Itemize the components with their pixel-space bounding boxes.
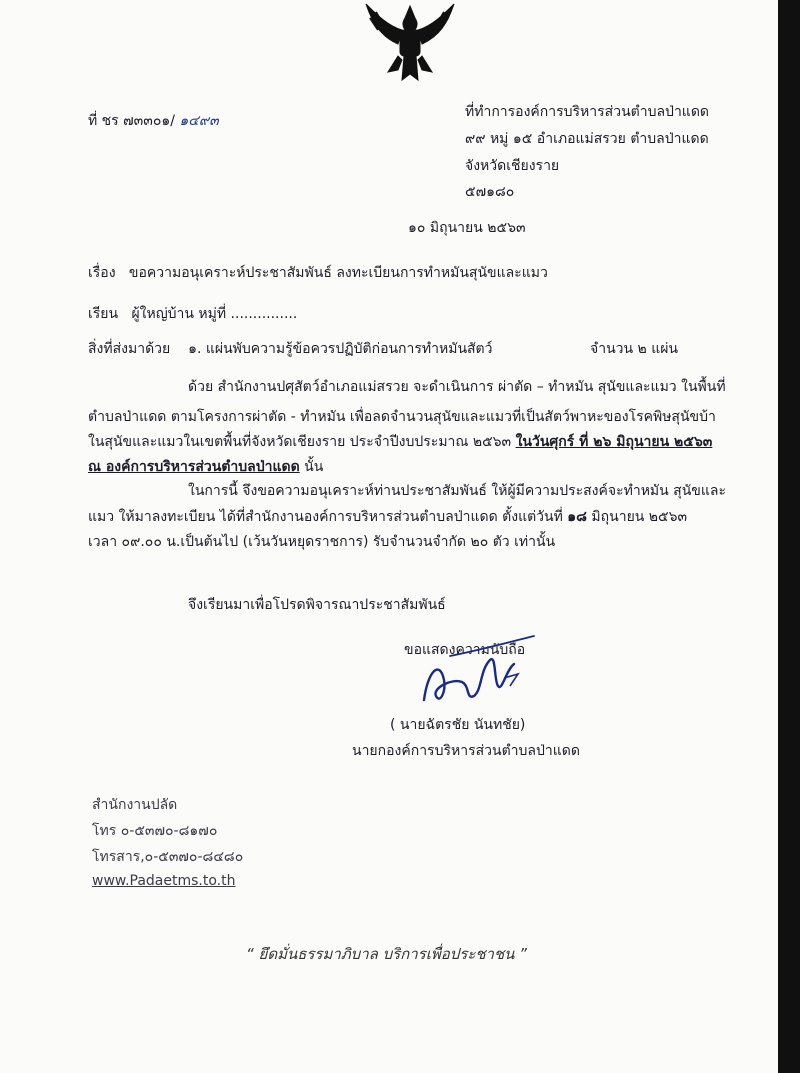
letter-date: ๑๐ มิถุนายน ๒๕๖๓ (408, 220, 526, 236)
office-name: สำนักงานปลัด (92, 797, 178, 813)
subject-line: เรื่อง ขอความอนุเคราะห์ประชาสัมพันธ์ ลงทะเบียนการทำหมันสุนัขและแมว (88, 265, 548, 281)
office-phone: โทร ๐-๕๓๗๐-๘๑๗๐ (92, 823, 218, 839)
paragraph-1-line1: ด้วย สำนักงานปศุสัตว์อำเภอแม่สรวย จะดำเนินการ ผ่าตัด – ทำหมัน สุนัขและแมว ในพื้นที่ (188, 379, 726, 395)
paragraph-1-line2: ตำบลป่าแดด ตามโครงการผ่าตัด - ทำหมัน เพื่อลดจำนวนสุนัขและแมวที่เป็นสัตว์พาหะของโรคพิษสุนัขบ้า (88, 409, 716, 425)
paragraph-1-line3: ในสุนัขและแมวในเขตพื้นที่จังหวัดเชียงราย ประจำปีงบประมาณ ๒๕๖๓ ในวันศุกร์ ที่ ๒๖ มิถุนายน ๒๕๖๓ (88, 434, 713, 450)
signer-title: นายกองค์การบริหารส่วนตำบลป่าแดด (352, 743, 580, 759)
salutation-line: เรียน ผู้ใหญ่บ้าน หมู่ที่ ............... (88, 306, 298, 322)
garuda-emblem (358, 0, 462, 82)
paragraph-2-line3: เวลา ๐๙.๐๐ น.เป็นต้นไป (เว้นวันหยุดราชการ) รับจำนวนจำกัด ๒๐ ตัว เท่านั้น (88, 534, 556, 550)
enclosure-count: จำนวน ๒ แผ่น (590, 341, 678, 357)
scan-edge (778, 0, 800, 1073)
motto: “ ยึดมั่นธรรมาภิบาล บริการเพื่อประชาชน ” (246, 945, 527, 963)
signer-name: ( นายฉัตรชัย นันทชัย) (390, 717, 526, 733)
closing-regards: ขอแสดงความนับถือ (404, 642, 526, 658)
sender-address-line2: ๙๙ หมู่ ๑๕ อำเภอแม่สรวย ตำบลป่าแดด (465, 131, 709, 147)
paragraph-1-line4: ณ องค์การบริหารส่วนตำบลป่าแดด นั้น (88, 459, 324, 475)
reference-number: ที่ ชร ๗๓๓๐๑/ ๑๔๙๓ (88, 113, 219, 129)
closing-request: จึงเรียนมาเพื่อโปรดพิจารณาประชาสัมพันธ์ (188, 597, 446, 613)
paragraph-2-line1: ในการนี้ จึงขอความอนุเคราะห์ท่านประชาสัมพันธ์ ให้ผู้มีความประสงค์จะทำหมัน สุนัขและ (188, 483, 726, 499)
paragraph-2-line2: แมว ให้มาลงทะเบียน ได้ที่สำนักงานองค์การบริหารส่วนตำบลป่าแดด ตั้งแต่วันที่ ๑๘ มิถุนายน ๒๕๖๓ (88, 509, 688, 525)
sender-postcode: ๕๗๑๘๐ (465, 184, 515, 200)
office-website-link[interactable]: www.Padaetms.to.th (92, 873, 236, 889)
handwritten-signature (410, 630, 540, 720)
sender-address-line1: ที่ทำการองค์การบริหารส่วนตำบลป่าแดด (465, 104, 710, 120)
sender-address-line3: จังหวัดเชียงราย (465, 158, 560, 174)
enclosure-line: สิ่งที่ส่งมาด้วย ๑. แผ่นพับความรู้ข้อควรปฏิบัติก่อนการทำหมันสัตว์ (88, 341, 493, 357)
office-fax: โทรสาร,๐-๕๓๗๐-๘๔๘๐ (92, 849, 244, 865)
